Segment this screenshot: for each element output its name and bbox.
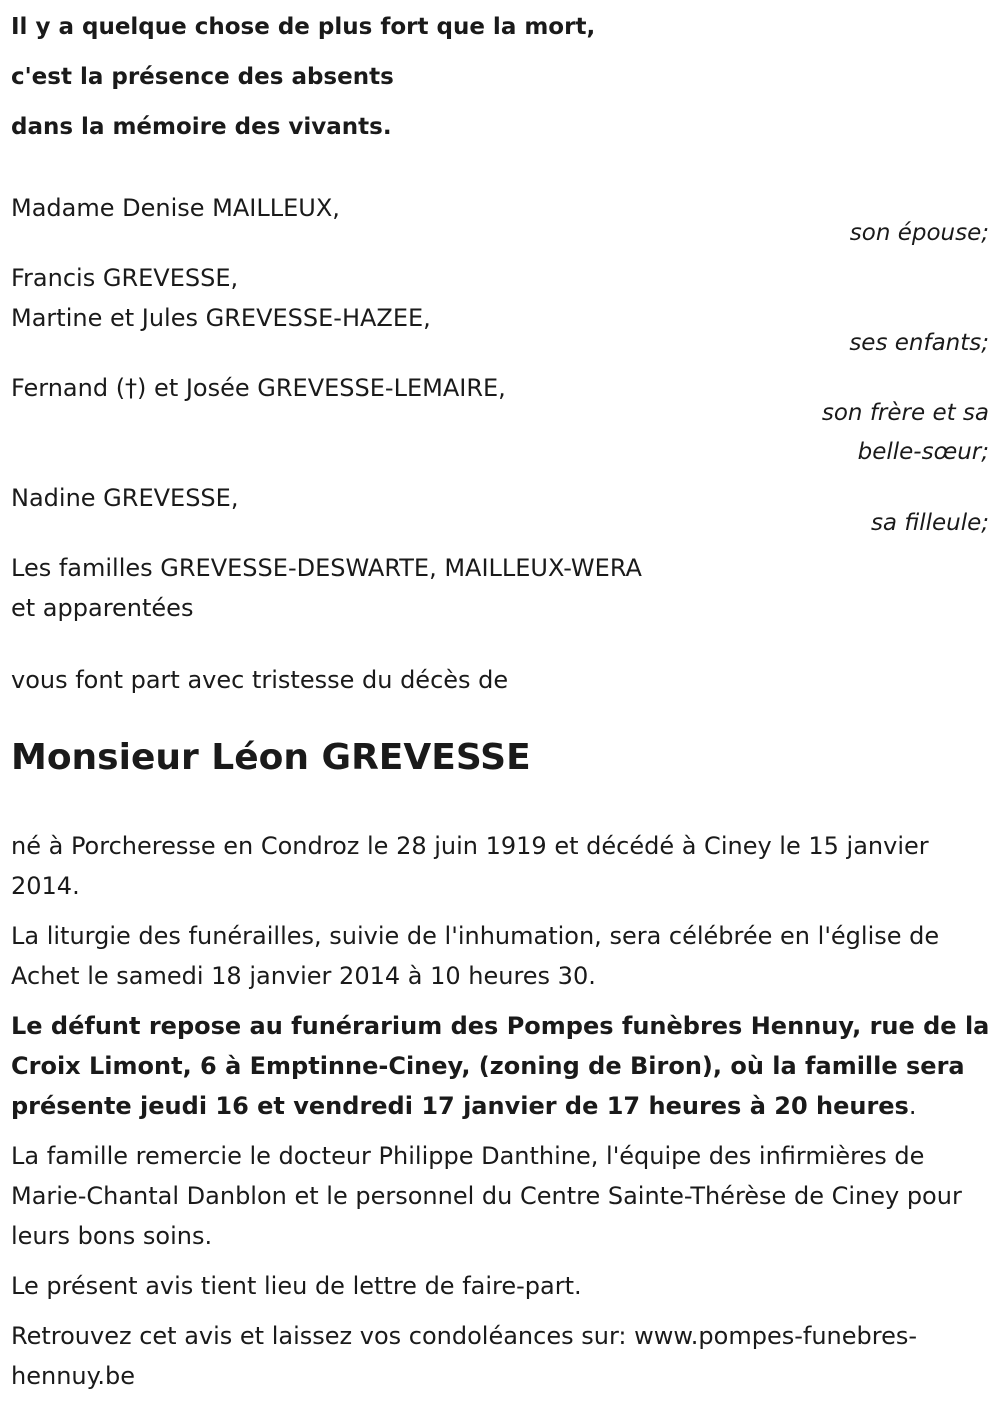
family-siblings — [11, 368, 991, 472]
viewing-bold-text: Le défunt repose au funérarium des Pompes funèbres Hennuy, rue de la Croix Limont, 6 à Emptinne-Ciney, (zoning de Biron), où la famille sera présente jeudi 16 et vendredi 17 janvier de 17 heures à 20 heures — [11, 1012, 990, 1120]
announcement: vous font part avec tristesse du décès de — [11, 666, 509, 694]
thanks-text: La famille remercie le docteur Philippe Danthine, l'équipe des infirmières de Marie-Chantal Danblon et le personnel du Centre Sainte-Thérèse de Ciney pour leurs bons soins. — [11, 1142, 962, 1250]
family-relation: sa filleule; — [870, 510, 989, 536]
family-goddaughter — [11, 478, 991, 542]
birth-death-text: né à Porcheresse en Condroz le 28 juin 1919 et décédé à Ciney le 15 janvier 2014. — [11, 832, 929, 900]
obituary-details — [11, 826, 991, 1396]
family-relation: ses enfants; — [849, 330, 989, 356]
relation-line: belle-sœur; — [857, 439, 989, 465]
relation-line: son frère et sa — [821, 400, 989, 426]
quote-line: dans la mémoire des vivants. — [11, 114, 392, 140]
notice-text: Le présent avis tient lieu de lettre de faire-part. — [11, 1272, 582, 1300]
family-name: Francis GREVESSE, — [11, 264, 239, 292]
family-name: et apparentées — [11, 594, 194, 622]
family-name: Fernand (†) et Josée GREVESSE-LEMAIRE, — [11, 374, 506, 402]
family-name: Martine et Jules GREVESSE-HAZEE, — [11, 304, 431, 332]
quote-line: Il y a quelque chose de plus fort que la mort, — [11, 14, 596, 40]
obituary-notice — [11, 0, 991, 1406]
website-text: Retrouvez cet avis et laissez vos condoléances sur: www.pompes-funebres-hennuy.be — [11, 1322, 918, 1390]
quote-line: c'est la présence des absents — [11, 64, 394, 90]
family-name: Les familles GREVESSE-DESWARTE, MAILLEUX-WERA — [11, 554, 642, 582]
family-relation: son épouse; — [849, 220, 989, 246]
family-wife — [11, 188, 991, 252]
viewing-end: . — [908, 1092, 917, 1120]
family-others — [11, 548, 991, 628]
funeral-text: La liturgie des funérailles, suivie de l'inhumation, sera célébrée en l'église de Achet le samedi 18 janvier 2014 à 10 heures 30. — [11, 922, 940, 990]
family-name: Madame Denise MAILLEUX, — [11, 194, 340, 222]
opening-quote — [11, 2, 991, 152]
family-children — [11, 258, 991, 362]
viewing-text — [11, 1006, 991, 1126]
deceased-name: Monsieur Léon GREVESSE — [11, 737, 531, 778]
family-name: Nadine GREVESSE, — [11, 484, 239, 512]
family-list — [11, 188, 991, 628]
